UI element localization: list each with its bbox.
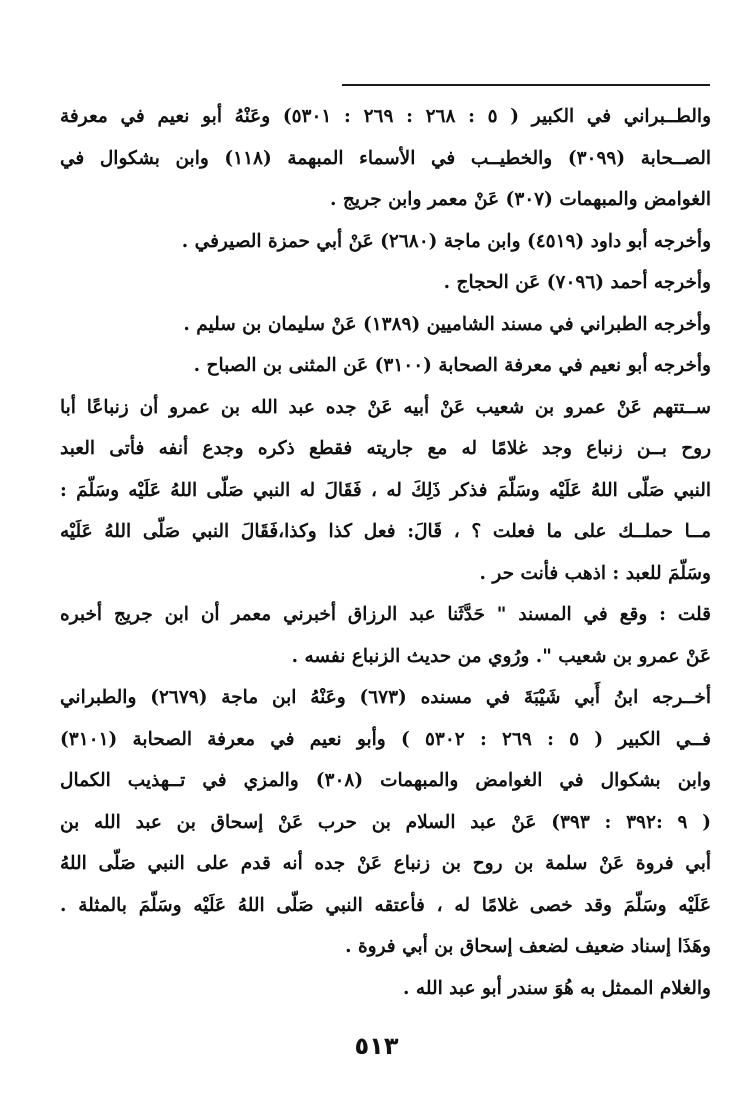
text-line: مــا حملــك على ما فعلت ؟ ، قَالَ: فعل كذا وكذا،فَقَالَ النبي صَلّى اللهُ عَلَيْه xyxy=(60,521,711,542)
text-line: وأخرجه أبو داود (٤٥١٩) وابن ماجة (٢٦٨٠) عَنْ أبي حمزة الصيرفي . xyxy=(181,230,711,252)
text-line: ســتتهم عَنْ عمرو بن شعيب عَنْ أبيه عَنْ جده عبد الله بن عمرو أن زنباعًا أبا xyxy=(60,396,711,418)
text-line: قلت : وقع في المسند " حَدَّثَنا عبد الرزاق أخبرني معمر أن ابن جريج أخبره xyxy=(60,604,711,625)
text-line: وأخرجه أبو نعيم في معرفة الصحابة (٣١٠٠) عَن المثنى بن الصباح . xyxy=(193,355,711,376)
footnote-separator-rule xyxy=(342,84,710,86)
text-line: وهَذَا إسناد ضعيف لضعف إسحاق بن أبي فروة . xyxy=(345,936,711,957)
footnote-text-block xyxy=(60,96,711,1009)
text-line: أخــرجه ابنُ أَبي شَيْبَةَ في مسنده (٦٧٣) وعَنْهُ ابن ماجة (٢٦٧٩) والطبراني xyxy=(60,687,711,708)
page-number: ٥١٣ xyxy=(354,1032,399,1060)
text-line: وأخرجه الطبراني في مسند الشاميين (١٣٨٩) عَنْ سليمان بن سليم . xyxy=(183,313,711,335)
text-line: وأخرجه أحمد (٧٠٩٦) عَن الحجاج . xyxy=(443,272,711,293)
text-line: والطــبراني في الكبير ( ٥ : ٢٦٨ : ٢٦٩ : ٥٣٠١) وعَنْهُ أبو نعيم في معرفة xyxy=(60,106,711,127)
text-line: عَنْ عمرو بن شعيب ". ورُوي من حديث الزنباع نفسه . xyxy=(291,645,711,667)
text-line: أبي فروة عَنْ سلمة بن روح بن زنباع عَنْ جده أنه قدم على النبي صَلّى اللهُ xyxy=(60,853,711,874)
text-line: فــي الكبير ( ٥ : ٢٦٩ : ٥٣٠٢ ) وأبو نعيم في معرفة الصحابة (٣١٠١) xyxy=(60,728,711,750)
text-line: النبي صَلّى اللهُ عَلَيْه وسَلّمَ فذكر ذَلِكَ له ، فَقَالَ له النبي صَلّى اللهُ عَلَيْه وسَلّمَ : xyxy=(60,479,711,501)
text-line: ( ٩ :٣٩٢ : ٣٩٣) عَنْ عبد السلام بن حرب عَنْ إسحاق بن عبد الله بن xyxy=(60,811,711,833)
text-line: الغوامض والمبهمات (٣٠٧) عَنْ معمر وابن جريج . xyxy=(330,189,711,210)
text-line: روح بــن زنباع وجد غلامًا له مع جاريته فقطع ذكره وجدع أنفه فأتى العبد xyxy=(60,438,711,459)
text-line: وسَلّمَ للعبد : اذهب فأنت حر . xyxy=(479,562,711,584)
text-line: الصــحابة (٣٠٩٩) والخطيــب في الأسماء المبهمة (١١٨) وابن بشكوال في xyxy=(60,147,711,169)
text-line: والغلام الممثل به هُوَ سندر أبو عبد الله . xyxy=(403,977,711,999)
text-line: عَلَيْه وسَلّمَ وقد خصى غلامًا له ، فأعتقه النبي صَلّى اللهُ عَلَيْه وسَلّمَ بالمثلة . xyxy=(60,894,711,916)
text-line: وابن بشكوال في الغوامض والمبهمات (٣٠٨) والمزي في تــهذيب الكمال xyxy=(60,770,711,791)
